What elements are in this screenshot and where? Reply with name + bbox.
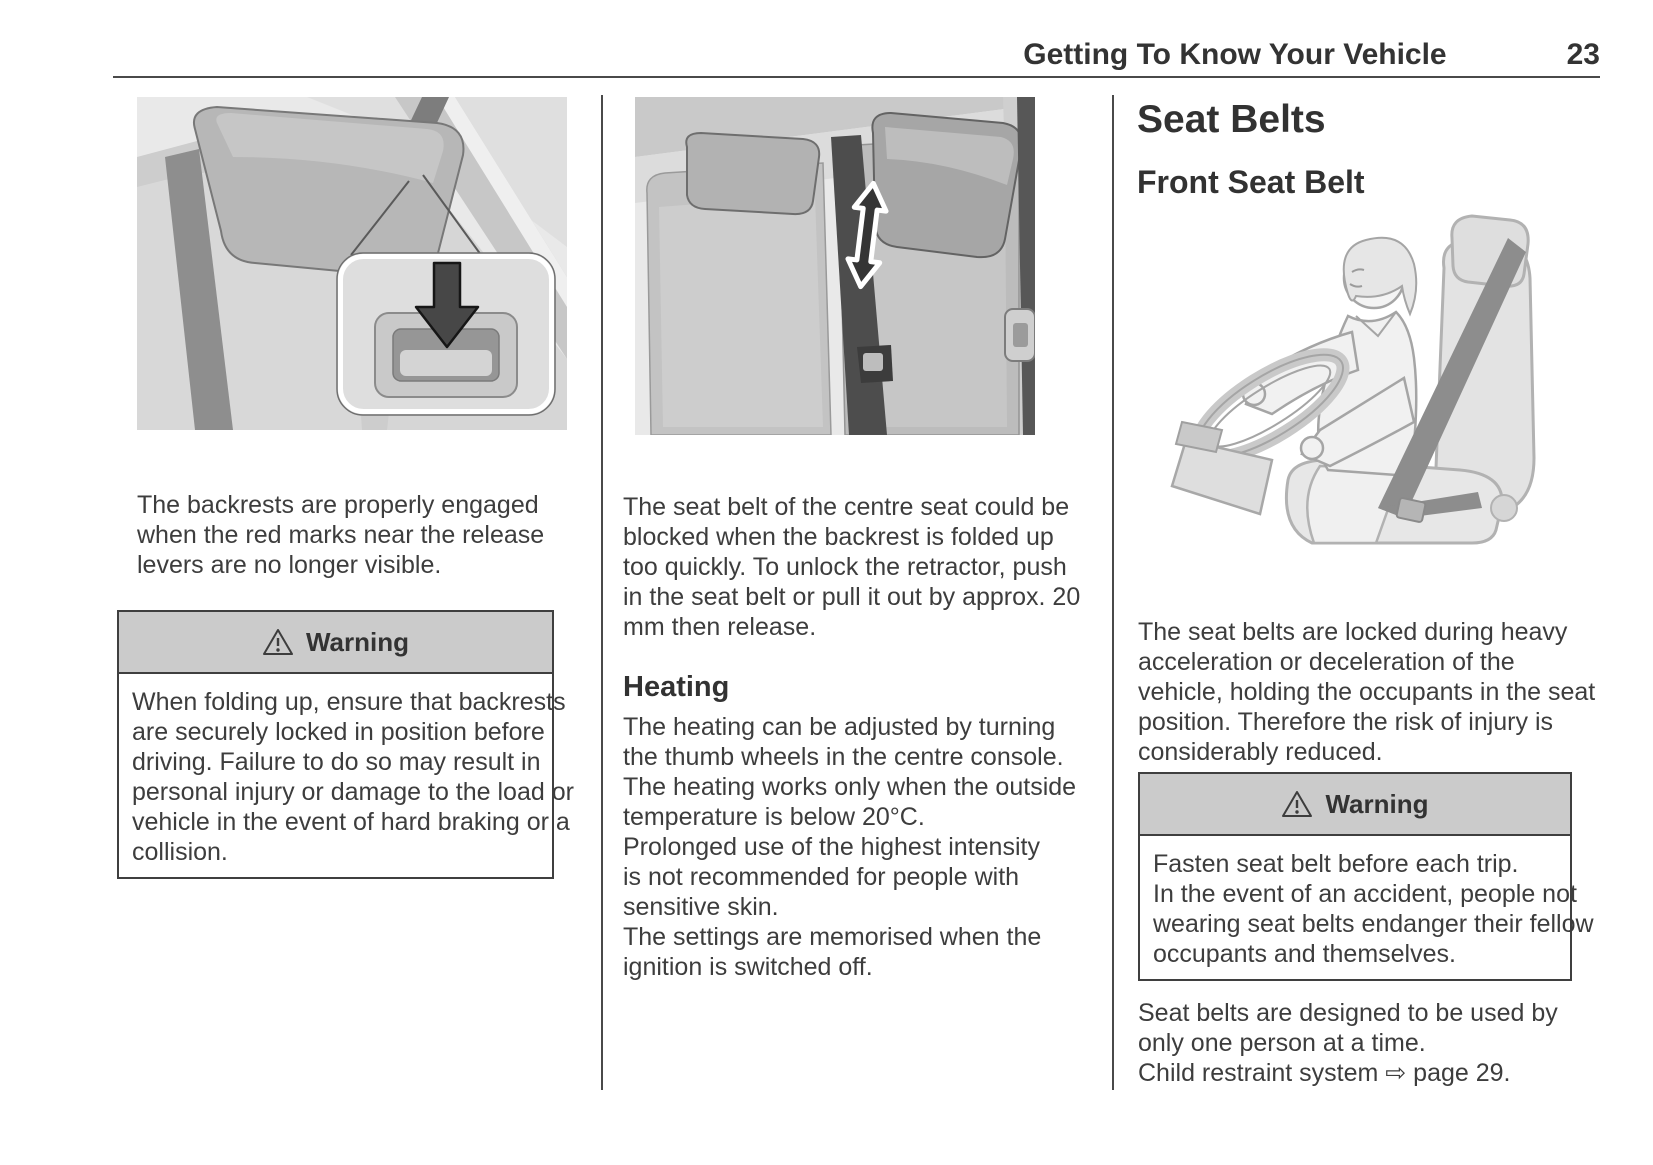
page-number: 23 xyxy=(1566,38,1600,71)
text-line: levers are no longer visible. xyxy=(137,551,442,579)
text-line: temperature is below 20°C. xyxy=(623,803,925,831)
text-line: The backrests are properly engaged xyxy=(137,491,539,519)
text-line: in the seat belt or pull it out by approx. 20 xyxy=(623,583,1081,611)
column-divider-left xyxy=(601,95,603,1090)
text-line: blocked when the backrest is folded up xyxy=(623,523,1054,551)
heating-paragraph xyxy=(623,712,1083,982)
figure-front-seat-belt xyxy=(1152,208,1552,546)
page-reference-line: Child restraint system ⇨ page 29. xyxy=(1138,1059,1511,1087)
warning-box-seat-belt xyxy=(1138,772,1594,981)
section-heading-seat-belts: Seat Belts xyxy=(1137,98,1326,141)
text-line: The settings are memorised when the xyxy=(623,923,1042,951)
column-divider-right xyxy=(1112,95,1114,1090)
text-line: vehicle, holding the occupants in the seat xyxy=(1138,678,1596,706)
text-line: is not recommended for people with xyxy=(623,863,1020,891)
figure-backrest-release-lever xyxy=(137,97,567,430)
driver-seat-belt-illustration xyxy=(1152,208,1552,546)
middle-paragraph xyxy=(623,492,1083,642)
text-line: the thumb wheels in the centre console. xyxy=(623,743,1064,771)
text-line: driving. Failure to do so may result in xyxy=(132,748,541,776)
warning-header xyxy=(1140,774,1570,836)
left-paragraph xyxy=(137,490,567,580)
text-line: when the red marks near the release xyxy=(137,521,545,549)
text-line: Seat belts are designed to be used by xyxy=(1138,999,1558,1027)
text-line: The heating works only when the outside xyxy=(623,773,1077,801)
warning-body xyxy=(119,674,574,877)
warning-triangle-icon xyxy=(1281,790,1313,818)
subsection-heading-front-seat-belt: Front Seat Belt xyxy=(1137,164,1365,200)
figure-centre-seat-belt xyxy=(635,97,1035,435)
warning-box-backrest xyxy=(117,610,574,879)
text-line: wearing seat belts endanger their fellow xyxy=(1153,910,1594,938)
text-line: collision. xyxy=(132,838,228,866)
text-line: The seat belts are locked during heavy xyxy=(1138,618,1568,646)
warning-title: Warning xyxy=(305,626,410,657)
rear-seat-release-illustration xyxy=(137,97,567,430)
text-line: acceleration or deceleration of the xyxy=(1138,648,1515,676)
text-line: vehicle in the event of hard braking or a xyxy=(132,808,570,836)
text-line: only one person at a time. xyxy=(1138,1029,1426,1057)
text-line: sensitive skin. xyxy=(623,893,779,921)
text-line: mm then release. xyxy=(623,613,817,641)
heating-heading: Heating xyxy=(623,671,730,703)
right-paragraph xyxy=(1138,617,1596,767)
text-line: are securely locked in position before xyxy=(132,718,545,746)
text-line: considerably reduced. xyxy=(1138,738,1383,766)
text-line: personal injury or damage to the load or xyxy=(132,778,574,806)
rear-seat-belt-illustration xyxy=(635,97,1035,435)
page-header xyxy=(115,38,1600,72)
text-line: Prolonged use of the highest intensity xyxy=(623,833,1040,861)
right-footer-paragraph xyxy=(1138,998,1588,1088)
text-line: When folding up, ensure that backrests xyxy=(132,688,566,716)
warning-title: Warning xyxy=(1325,788,1429,819)
header-rule xyxy=(113,76,1600,78)
text-line: too quickly. To unlock the retractor, push xyxy=(623,553,1067,581)
text-line: The seat belt of the centre seat could be xyxy=(623,493,1070,521)
text-line: ignition is switched off. xyxy=(623,953,873,981)
warning-header xyxy=(119,612,552,674)
text-line: occupants and themselves. xyxy=(1153,940,1456,968)
text-line: The heating can be adjusted by turning xyxy=(623,713,1056,741)
warning-body xyxy=(1140,836,1594,979)
text-line: In the event of an accident, people not xyxy=(1153,880,1577,908)
text-line: position. Therefore the risk of injury is xyxy=(1138,708,1554,736)
chapter-title: Getting To Know Your Vehicle xyxy=(1023,38,1447,71)
text-line: Fasten seat belt before each trip. xyxy=(1153,850,1519,878)
warning-triangle-icon xyxy=(262,628,294,656)
